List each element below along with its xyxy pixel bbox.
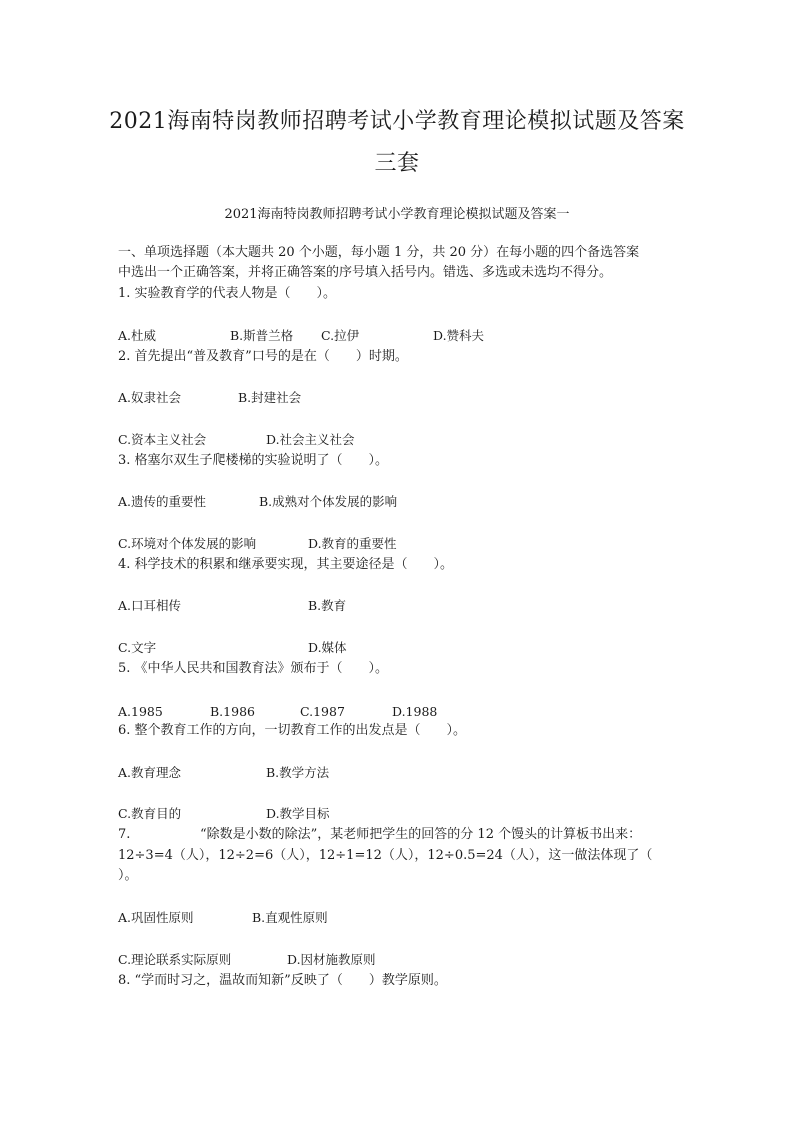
q7-option-d: D.因材施教原则 — [287, 952, 376, 967]
question-8-stem: 8. “学而时习之，温故而知新”反映了（ ）教学原则。 — [118, 973, 447, 988]
q2-option-c: C.资本主义社会 — [118, 432, 207, 447]
q5-option-d: D.1988 — [392, 704, 438, 719]
q6-option-c: C.教育目的 — [118, 806, 182, 821]
section-intro-line1: 一、单项选择题（本大题共 20 个小题，每小题 1 分，共 20 分）在每小题的四个备选答案 — [118, 245, 640, 260]
q4-option-b: B.教育 — [308, 598, 347, 613]
q4-option-d: D.媒体 — [308, 640, 347, 655]
q5-option-c: C.1987 — [300, 704, 345, 719]
question-4-stem: 4. 科学技术的积累和继承要实现，其主要途径是（ ）。 — [118, 557, 454, 572]
q3-option-b: B.成熟对个体发展的影响 — [259, 494, 398, 509]
q1-option-a: A.杜威 — [118, 328, 157, 343]
doc-title-line2: 三套 — [374, 151, 420, 176]
question-7-stem-line2: 12÷3=4（人），12÷2=6（人），12÷1=12（人），12÷0.5=24（人），这一做法体现了（ — [118, 848, 653, 863]
question-3-stem: 3. 格塞尔双生子爬楼梯的实验说明了（ ）。 — [118, 453, 389, 468]
q4-option-a: A.口耳相传 — [118, 598, 182, 613]
question-7-stem-line1: “除数是小数的除法”，某老师把学生的回答的分 12 个馒头的计算板书出来： — [200, 827, 642, 842]
q2-option-b: B.封建社会 — [238, 390, 302, 405]
q7-option-a: A.巩固性原则 — [118, 910, 194, 925]
q7-option-b: B.直观性原则 — [252, 910, 328, 925]
q3-option-c: C.环境对个体发展的影响 — [118, 536, 257, 551]
q1-option-c: C.拉伊 — [321, 328, 360, 343]
q1-option-b: B.斯普兰格 — [230, 328, 294, 343]
q5-option-a: A.1985 — [118, 704, 163, 719]
doc-title-line1: 2021海南特岗教师招聘考试小学教育理论模拟试题及答案 — [109, 109, 685, 134]
q6-option-d: D.教学目标 — [266, 806, 330, 821]
question-7-number: 7. — [118, 827, 131, 842]
q3-option-a: A.遗传的重要性 — [118, 494, 207, 509]
question-2-stem: 2. 首先提出“普及教育”口号的是在（ ）时期。 — [118, 349, 408, 364]
q6-option-a: A.教育理念 — [118, 765, 182, 780]
q4-option-c: C.文字 — [118, 640, 157, 655]
question-5-stem: 5. 《中华人民共和国教育法》颁布于（ ）。 — [118, 661, 389, 676]
q2-option-d: D.社会主义社会 — [266, 432, 355, 447]
q1-option-d: D.赞科夫 — [433, 328, 485, 343]
q6-option-b: B.教学方法 — [266, 765, 330, 780]
doc-subtitle: 2021海南特岗教师招聘考试小学教育理论模拟试题及答案一 — [224, 207, 570, 222]
q7-option-c: C.理论联系实际原则 — [118, 952, 232, 967]
q2-option-a: A.奴隶社会 — [118, 390, 182, 405]
question-1-stem: 1. 实验教育学的代表人物是（ ）。 — [118, 286, 337, 301]
q5-option-b: B.1986 — [210, 704, 255, 719]
question-7-stem-line3: ）。 — [118, 868, 138, 883]
q3-option-d: D.教育的重要性 — [308, 536, 397, 551]
question-6-stem: 6. 整个教育工作的方向，一切教育工作的出发点是（ ）。 — [118, 723, 467, 738]
section-intro-line2: 中选出一个正确答案，并将正确答案的序号填入括号内。错选、多选或未选均不得分。 — [118, 265, 613, 280]
